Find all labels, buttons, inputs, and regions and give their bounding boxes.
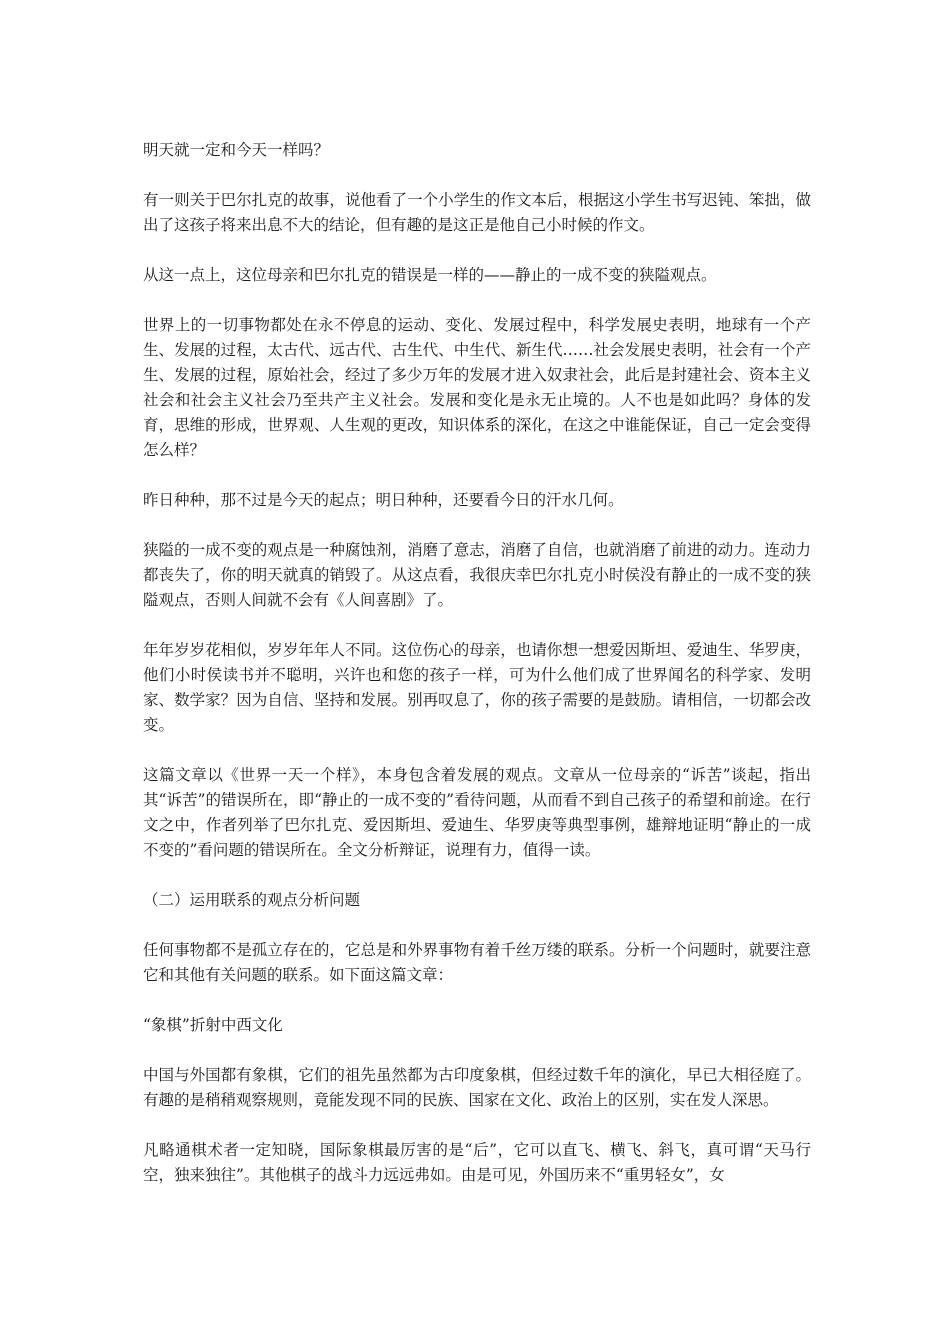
paragraph-same-mistake: 从这一点上，这位母亲和巴尔扎克的错误是一样的——静止的一成不变的狭隘观点。 — [143, 266, 717, 284]
paragraph-chess-origin: 中国与外国都有象棋，它们的祖先虽然都为古印度象棋，但经过数千年的演化，早已大相径庭了。有趣的是稍稍观察规则，竟能发现不同的民族、国家在文化、政治上的区别，实在发人深思。 — [143, 1066, 811, 1109]
paragraph-chess-queen: 凡略通棋术者一定知晓，国际象棋最厉害的是“后”，它可以直飞、横飞、斜飞，真可谓“天马行空，独来独往”。其他棋子的战斗力远远弗如。由是可见，外国历来不“重男轻女”，女 — [143, 1141, 811, 1184]
paragraph-commentary: 这篇文章以《世界一天一个样》，本身包含着发展的观点。文章从一位母亲的“诉苦”谈起，指出其“诉苦”的错误所在，即“静止的一成不变的”看待问题，从而看不到自己孩子的希望和前途。在行文之中，作者列举了巴尔扎克、爱因斯坦、爱迪生、华罗庚等典型事例，雄辩地证明“静止的一成不变的”看问题的错误所在。全文分析辩证，说理有力，值得一读。 — [143, 766, 811, 859]
document-body — [143, 138, 811, 1213]
article-title: “象棋”折射中西文化 — [143, 1016, 283, 1034]
section-heading: （二）运用联系的观点分析问题 — [143, 891, 361, 909]
paragraph-encouragement: 年年岁岁花相似，岁岁年年人不同。这位伤心的母亲，也请你想一想爱因斯坦、爱迪生、华罗庚，他们小时侯读书并不聪明，兴许也和您的孩子一样，可为什么他们成了世界闻名的科学家、发明家、数学家？因为自信、坚持和发展。别再叹息了，你的孩子需要的是鼓励。请相信，一切都会改变。 — [143, 641, 811, 734]
paragraph-balzac-story: 有一则关于巴尔扎克的故事，说他看了一个小学生的作文本后，根据这小学生书写迟钝、笨拙，做出了这孩子将来出息不大的结论，但有趣的是这正是他自己小时候的作文。 — [143, 191, 811, 234]
paragraph-narrow-view: 狭隘的一成不变的观点是一种腐蚀剂，消磨了意志，消磨了自信，也就消磨了前进的动力。连动力都丧失了，你的明天就真的销毁了。从这点看，我很庆幸巴尔扎克小时侯没有静止的一成不变的狭隘观点，否则人间就不会有《人间喜剧》了。 — [143, 541, 811, 609]
question-line: 明天就一定和今天一样吗？ — [143, 141, 330, 159]
paragraph-world-development: 世界上的一切事物都处在永不停息的运动、变化、发展过程中，科学发展史表明，地球有一个产生、发展的过程，太古代、远古代、古生代、中生代、新生代……社会发展史表明，社会有一个产生、发展的过程，原始社会，经过了多少万年的发展才进入奴隶社会，此后是封建社会、资本主义社会和社会主义社会乃至共产主义社会。发展和变化是永无止境的。人不也是如此吗？身体的发育，思维的形成，世界观、人生观的更改，知识体系的深化，在这之中谁能保证，自己一定会变得怎么样？ — [143, 316, 811, 459]
paragraph-yesterday-today: 昨日种种，那不过是今天的起点；明日种种，还要看今日的汗水几何。 — [143, 491, 624, 509]
paragraph-connection: 任何事物都不是孤立存在的，它总是和外界事物有着千丝万缕的联系。分析一个问题时，就要注意它和其他有关问题的联系。如下面这篇文章： — [143, 941, 811, 984]
